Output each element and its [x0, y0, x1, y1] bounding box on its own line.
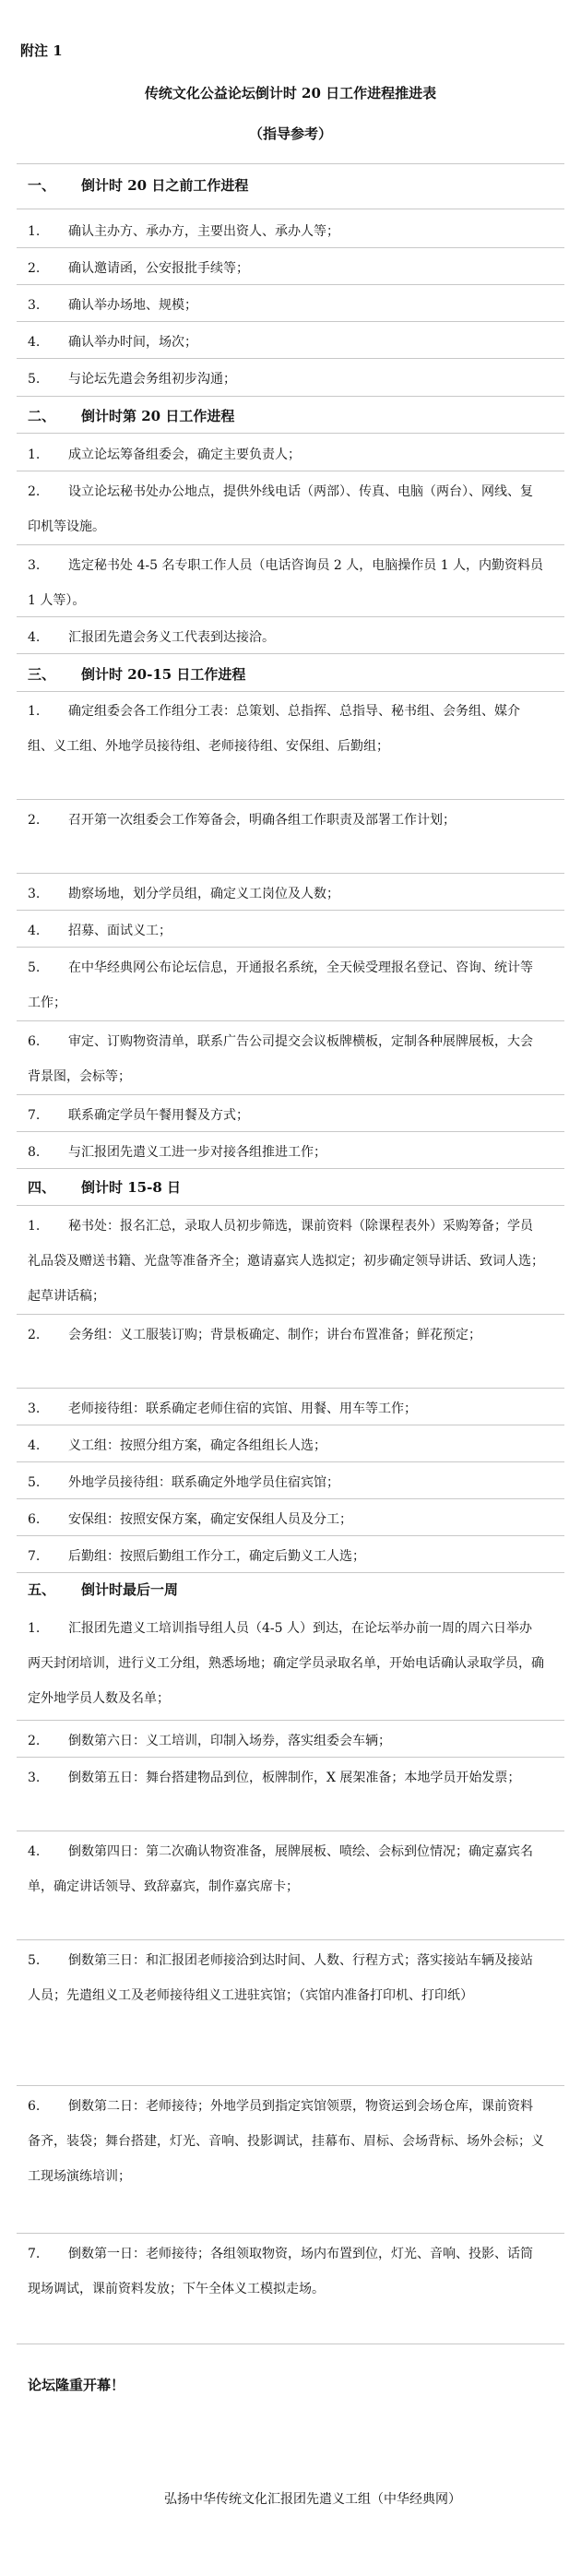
- list-item: 6. 安保组：按照安保方案，确定安保组人员及分工；: [28, 1512, 352, 1527]
- divider: [17, 433, 564, 434]
- divider: [17, 1388, 564, 1389]
- divider: [17, 1205, 564, 1206]
- list-item: 3. 勘察场地，划分学员组，确定义工岗位及人数；: [28, 887, 339, 901]
- list-item: 4. 义工组：按照分组方案，确定各组组长人选；: [28, 1438, 326, 1453]
- section-1-heading: [28, 175, 248, 195]
- divider: [17, 2233, 564, 2234]
- list-item: 4. 招募、面试义工；: [28, 924, 172, 938]
- list-item: 5. 外地学员接待组：联系确定外地学员住宿宾馆；: [28, 1475, 339, 1490]
- divider: [17, 1720, 564, 1721]
- list-item: 1. 确认主办方、承办方，主要出资人、承办人等；: [28, 224, 339, 239]
- document-subtitle: （指导参考）: [248, 125, 332, 142]
- divider: [17, 163, 564, 164]
- list-item: 2. 确认邀请函，公安报批手续等；: [28, 261, 249, 276]
- divider: [17, 1314, 564, 1315]
- section-2-heading: [28, 406, 234, 425]
- list-item: 1. 秘书处：报名汇总，录取人员初步筛选，课前资料（除课程表外）采购筹备；学员礼品袋及赠送书籍、光盘等准备齐全；邀请嘉宾人选拟定；初步确定领导讲话、致词人选；起草讲话稿；: [28, 1219, 544, 1304]
- list-item: 1. 汇报团先遣义工培训指导组人员（4-5 人）到达，在论坛举办前一周的周六日举办两天封闭培训，进行义工分组，熟悉场地；确定学员录取名单，开始电话确认录取学员，确定外地学员人数及名单；: [28, 1621, 544, 1706]
- list-item: 3. 倒数第五日：舞台搭建物品到位，板牌制作，X 展架准备；本地学员开始发票；: [28, 1771, 521, 1785]
- appendix-label: 附注 1: [20, 42, 63, 59]
- list-item: 3. 选定秘书处 4-5 名专职工作人员（电话咨询员 2 人，电脑操作员 1 人，内勤资料员 1 人等）。: [28, 558, 544, 608]
- list-item: 4. 汇报团先遣会务义工代表到达接洽。: [28, 630, 275, 645]
- list-item: 7. 联系确定学员午餐用餐及方式；: [28, 1108, 249, 1123]
- list-item: 8. 与汇报团先遣义工进一步对接各组推进工作；: [28, 1145, 326, 1160]
- list-item: 3. 老师接待组：联系确定老师住宿的宾馆、用餐、用车等工作；: [28, 1401, 417, 1416]
- divider: [17, 2343, 564, 2344]
- divider: [17, 873, 564, 874]
- section-number: 二、: [28, 408, 56, 424]
- list-item: 2. 召开第一次组委会工作筹备会，明确各组工作职责及部署工作计划；: [28, 813, 456, 828]
- closing-line: 论坛隆重开幕！: [28, 2377, 125, 2393]
- list-item: 1. 确定组委会各工作组分工表：总策划、总指挥、总指导、秘书组、会务组、媒介组、义工组、外地学员接待组、老师接待组、安保组、后勤组；: [28, 704, 520, 754]
- section-title: 倒计时 20 日之前工作进程: [81, 177, 249, 194]
- divider: [17, 1094, 564, 1095]
- section-title: 倒计时最后一周: [81, 1581, 179, 1598]
- list-item: 4. 确认举办时间，场次；: [28, 335, 197, 350]
- document-title: 传统文化公益论坛倒计时 20 日工作进程推进表: [144, 85, 437, 101]
- list-item: 7. 后勤组：按照后勤组工作分工，确定后勤义工人选；: [28, 1549, 365, 1564]
- list-item: 2. 设立论坛秘书处办公地点，提供外线电话（两部）、传真、电脑（两台）、网线、复印机等设施。: [28, 484, 533, 534]
- section-title: 倒计时 15-8 日: [81, 1179, 181, 1196]
- footer-signature: 弘扬中华传统文化汇报团先遣义工组（中华经典网）: [164, 2492, 461, 2507]
- list-item: 1. 成立论坛筹备组委会，确定主要负责人；: [28, 447, 301, 462]
- section-4-heading: [28, 1177, 181, 1197]
- section-3-heading: [28, 664, 245, 684]
- divider: [17, 2085, 564, 2086]
- divider: [17, 1020, 564, 1021]
- list-item: 6. 倒数第二日：老师接待；外地学员到指定宾馆领票，物资运到会场仓库，课前资料备齐，装袋；舞台搭建，灯光、音响、投影调试，挂幕布、眉标、会场背标、场外会标；义工现场演练培训；: [28, 2099, 544, 2184]
- list-item: 6. 审定、订购物资清单，联系广告公司提交会议板牌横板，定制各种展牌展板，大会背景图，会标等；: [28, 1034, 533, 1084]
- section-number: 四、: [28, 1179, 56, 1196]
- list-item: 4. 倒数第四日：第二次确认物资准备，展牌展板、喷绘、会标到位情况；确定嘉宾名单，确定讲话领导、致辞嘉宾，制作嘉宾席卡；: [28, 1844, 533, 1894]
- list-item: 5. 在中华经典网公布论坛信息，开通报名系统，全天候受理报名登记、咨询、统计等工作；: [28, 960, 533, 1010]
- list-item: 5. 倒数第三日：和汇报团老师接洽到达时间、人数、行程方式；落实接站车辆及接站人员；先遣组义工及老师接待组义工进驻宾馆；（宾馆内准备打印机、打印纸）: [28, 1953, 533, 2003]
- divider: [17, 1939, 564, 1940]
- section-title: 倒计时 20-15 日工作进程: [81, 666, 246, 683]
- section-number: 三、: [28, 666, 56, 683]
- list-item: 5. 与论坛先遣会务组初步沟通；: [28, 372, 236, 387]
- section-number: 五、: [28, 1581, 56, 1598]
- list-item: 3. 确认举办场地、规模；: [28, 298, 197, 313]
- divider: [17, 799, 564, 800]
- section-number: 一、: [28, 177, 56, 194]
- section-5-heading: [28, 1580, 178, 1599]
- list-item: 2. 倒数第六日：义工培训，印制入场券，落实组委会车辆；: [28, 1734, 391, 1748]
- divider: [17, 544, 564, 545]
- divider: [17, 691, 564, 692]
- list-item: 2. 会务组：义工服装订购；背景板确定、制作；讲台布置准备；鲜花预定；: [28, 1328, 481, 1342]
- section-title: 倒计时第 20 日工作进程: [81, 408, 235, 424]
- list-item: 7. 倒数第一日：老师接待；各组领取物资，场内布置到位，灯光、音响、投影、话筒现场调试，课前资料发放；下午全体义工模拟走场。: [28, 2247, 533, 2296]
